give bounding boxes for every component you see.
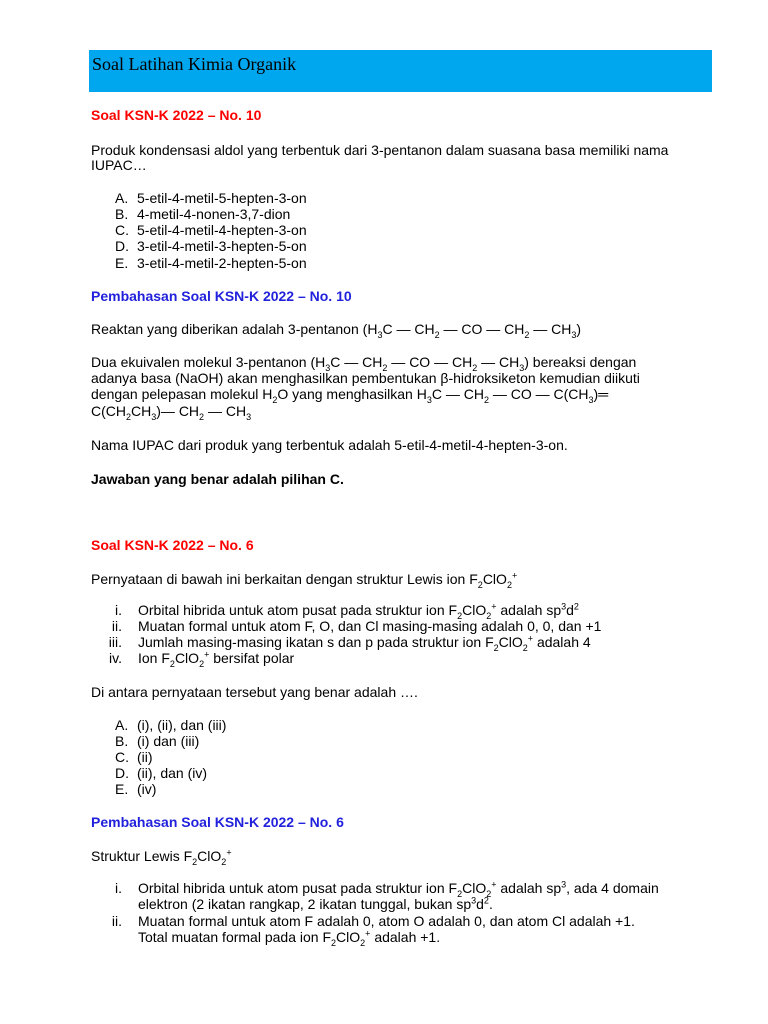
q6-option-c: C. (ii): [115, 749, 153, 765]
pemb10-dua-line1: Dua ekuivalen molekul 3-pentanon ($H_3C$ — $CH_2$ — CO — $CH_2$ — $CH_3$) bereaksi dengan: [91, 354, 637, 373]
q10-question-line1: Produk kondensasi aldol yang terbentuk dari 3-pentanon dalam suasana basa memiliki nama: [91, 142, 669, 158]
pemb10-dua-line2: adanya basa (NaOH) akan menghasilkan pembentukan β-hidroksiketon kemudian diikuti: [91, 370, 640, 386]
q10-heading: Soal KSN-K 2022 – No. 10: [91, 107, 262, 123]
pemb6-heading: Pembahasan Soal KSN-K 2022 – No. 6: [91, 814, 344, 830]
pemb6-struktur: Struktur Lewis $F_2ClO_2^+$: [91, 847, 232, 867]
pemb10-dua-line3: dengan pelepasan molekul $H_2O$ yang menghasilkan $H_3C$ — $CH_2$ — CO — $C(CH_3)═$: [91, 386, 609, 405]
pemb10-heading: Pembahasan Soal KSN-K 2022 – No. 10: [91, 288, 352, 304]
pemb10-jawaban: Jawaban yang benar adalah pilihan C.: [91, 471, 344, 487]
q10-option-a: A. 5-etil-4-metil-5-hepten-3-on: [115, 190, 307, 206]
q10-option-e: E. 3-etil-4-metil-2-hepten-5-on: [115, 255, 307, 271]
q10-option-c: C. 5-etil-4-metil-4-hepten-3-on: [115, 222, 307, 238]
title-banner: [89, 50, 712, 92]
document-page: Soal Latihan Kimia Organik Soal KSN-K 2022 – No. 10 Produk kondensasi aldol yang terbentuk dari 3-pentanon dalam suasana basa memiliki nama IUPAC… A. 5-etil-4-metil-5-hepten-3-on B. 4-metil-4-nonen-3,7-dion C. 5-etil-4-metil-4-hepten-3-on D. 3-etil-4-metil-3-hepten-5-on E. 3-etil-4-metil-2-hepten-5-on Pembahasan Soal KSN-K 2022 – No. 10 Reaktan yang diberikan adalah 3-pentanon ($H_3C$ — $CH_2$ — CO — $CH_2$ — $CH_3$) Dua ekuivalen molekul 3-pentanon ($H_3C$ — $CH_2$ — CO — $CH_2$ — $CH_3$) bereaksi dengan adanya basa (NaOH) akan menghasilkan pembentukan β-hidroksiketon kemudian diikuti dengan pelepasan molekul $H_2O$ yang menghasilkan $H_3C$ — $CH_2$ — CO — $C(CH_3)═$ $C(CH_2CH_3)—$ $CH_2$ — $CH_3$ Nama IUPAC dari produk yang terbentuk adalah 5-etil-4-metil-4-hepten-3-on. Jawaban yang benar adalah pilihan C. Soal KSN-K 2022 – No. 6 Pernyataan di bawah ini berkaitan dengan struktur Lewis ion $F_2ClO_2^+$ i. Orbital hibrida untuk atom pusat pada struktur ion $F_2ClO_2^+$ adalah $sp^3d^2$ ii. Muatan formal untuk atom F, O, dan Cl masing-masing adalah 0, 0, dan +1 iii. Jumlah masing-masing ikatan s dan p pada struktur ion $F_2ClO_2^+$ adalah 4 iv. Ion $F_2ClO_2^+$ bersifat polar Di antara pernyataan tersebut yang benar adalah …. A. (i), (ii), dan (iii) B. (i) dan (iii) C. (ii) D. (ii), dan (iv) E. (iv) Pembahasan Soal KSN-K 2022 – No. 6 Struktur Lewis $F_2ClO_2^+$ i. Orbital hibrida untuk atom pusat pada struktur ion $F_2ClO_2^+$ adalah $sp^3$, ada 4 domain elektron (2 ikatan rangkap, 2 ikatan tunggal, bukan $sp^3d^2$. ii. Muatan formal untuk atom F adalah 0, atom O adalah 0, dan atom Cl adalah +1. Total muatan formal pada ion $F_2ClO_2^+$ adalah +1.: [0, 0, 768, 1024]
q10-option-b: B. 4-metil-4-nonen-3,7-dion: [115, 206, 291, 222]
page-title: Soal Latihan Kimia Organik: [92, 54, 297, 74]
pemb10-reaktan: Reaktan yang diberikan adalah 3-pentanon ($H_3C$ — $CH_2$ — CO — $CH_2$ — $CH_3$): [91, 321, 582, 340]
q6-option-a: A. (i), (ii), dan (iii): [115, 717, 227, 733]
pemb10-nama-iupac: Nama IUPAC dari produk yang terbentuk adalah 5-etil-4-metil-4-hepten-3-on.: [91, 437, 568, 453]
q6-heading: Soal KSN-K 2022 – No. 6: [91, 537, 254, 553]
q6-intro: Pernyataan di bawah ini berkaitan dengan struktur Lewis ion $F_2ClO_2^+$: [91, 570, 518, 590]
q6-option-d: D. (ii), dan (iv): [115, 765, 208, 781]
q6-option-b: B. (i) dan (iii): [115, 733, 200, 749]
q6-question: Di antara pernyataan tersebut yang benar adalah ….: [91, 684, 418, 700]
q10-question-line2: IUPAC…: [91, 157, 147, 173]
q10-option-d: D. 3-etil-4-metil-3-hepten-5-on: [115, 238, 307, 254]
pemb10-dua-line4: $C(CH_2CH_3)—$ $CH_2$ — $CH_3$: [91, 403, 252, 422]
q6-option-e: E. (iv): [115, 781, 157, 797]
